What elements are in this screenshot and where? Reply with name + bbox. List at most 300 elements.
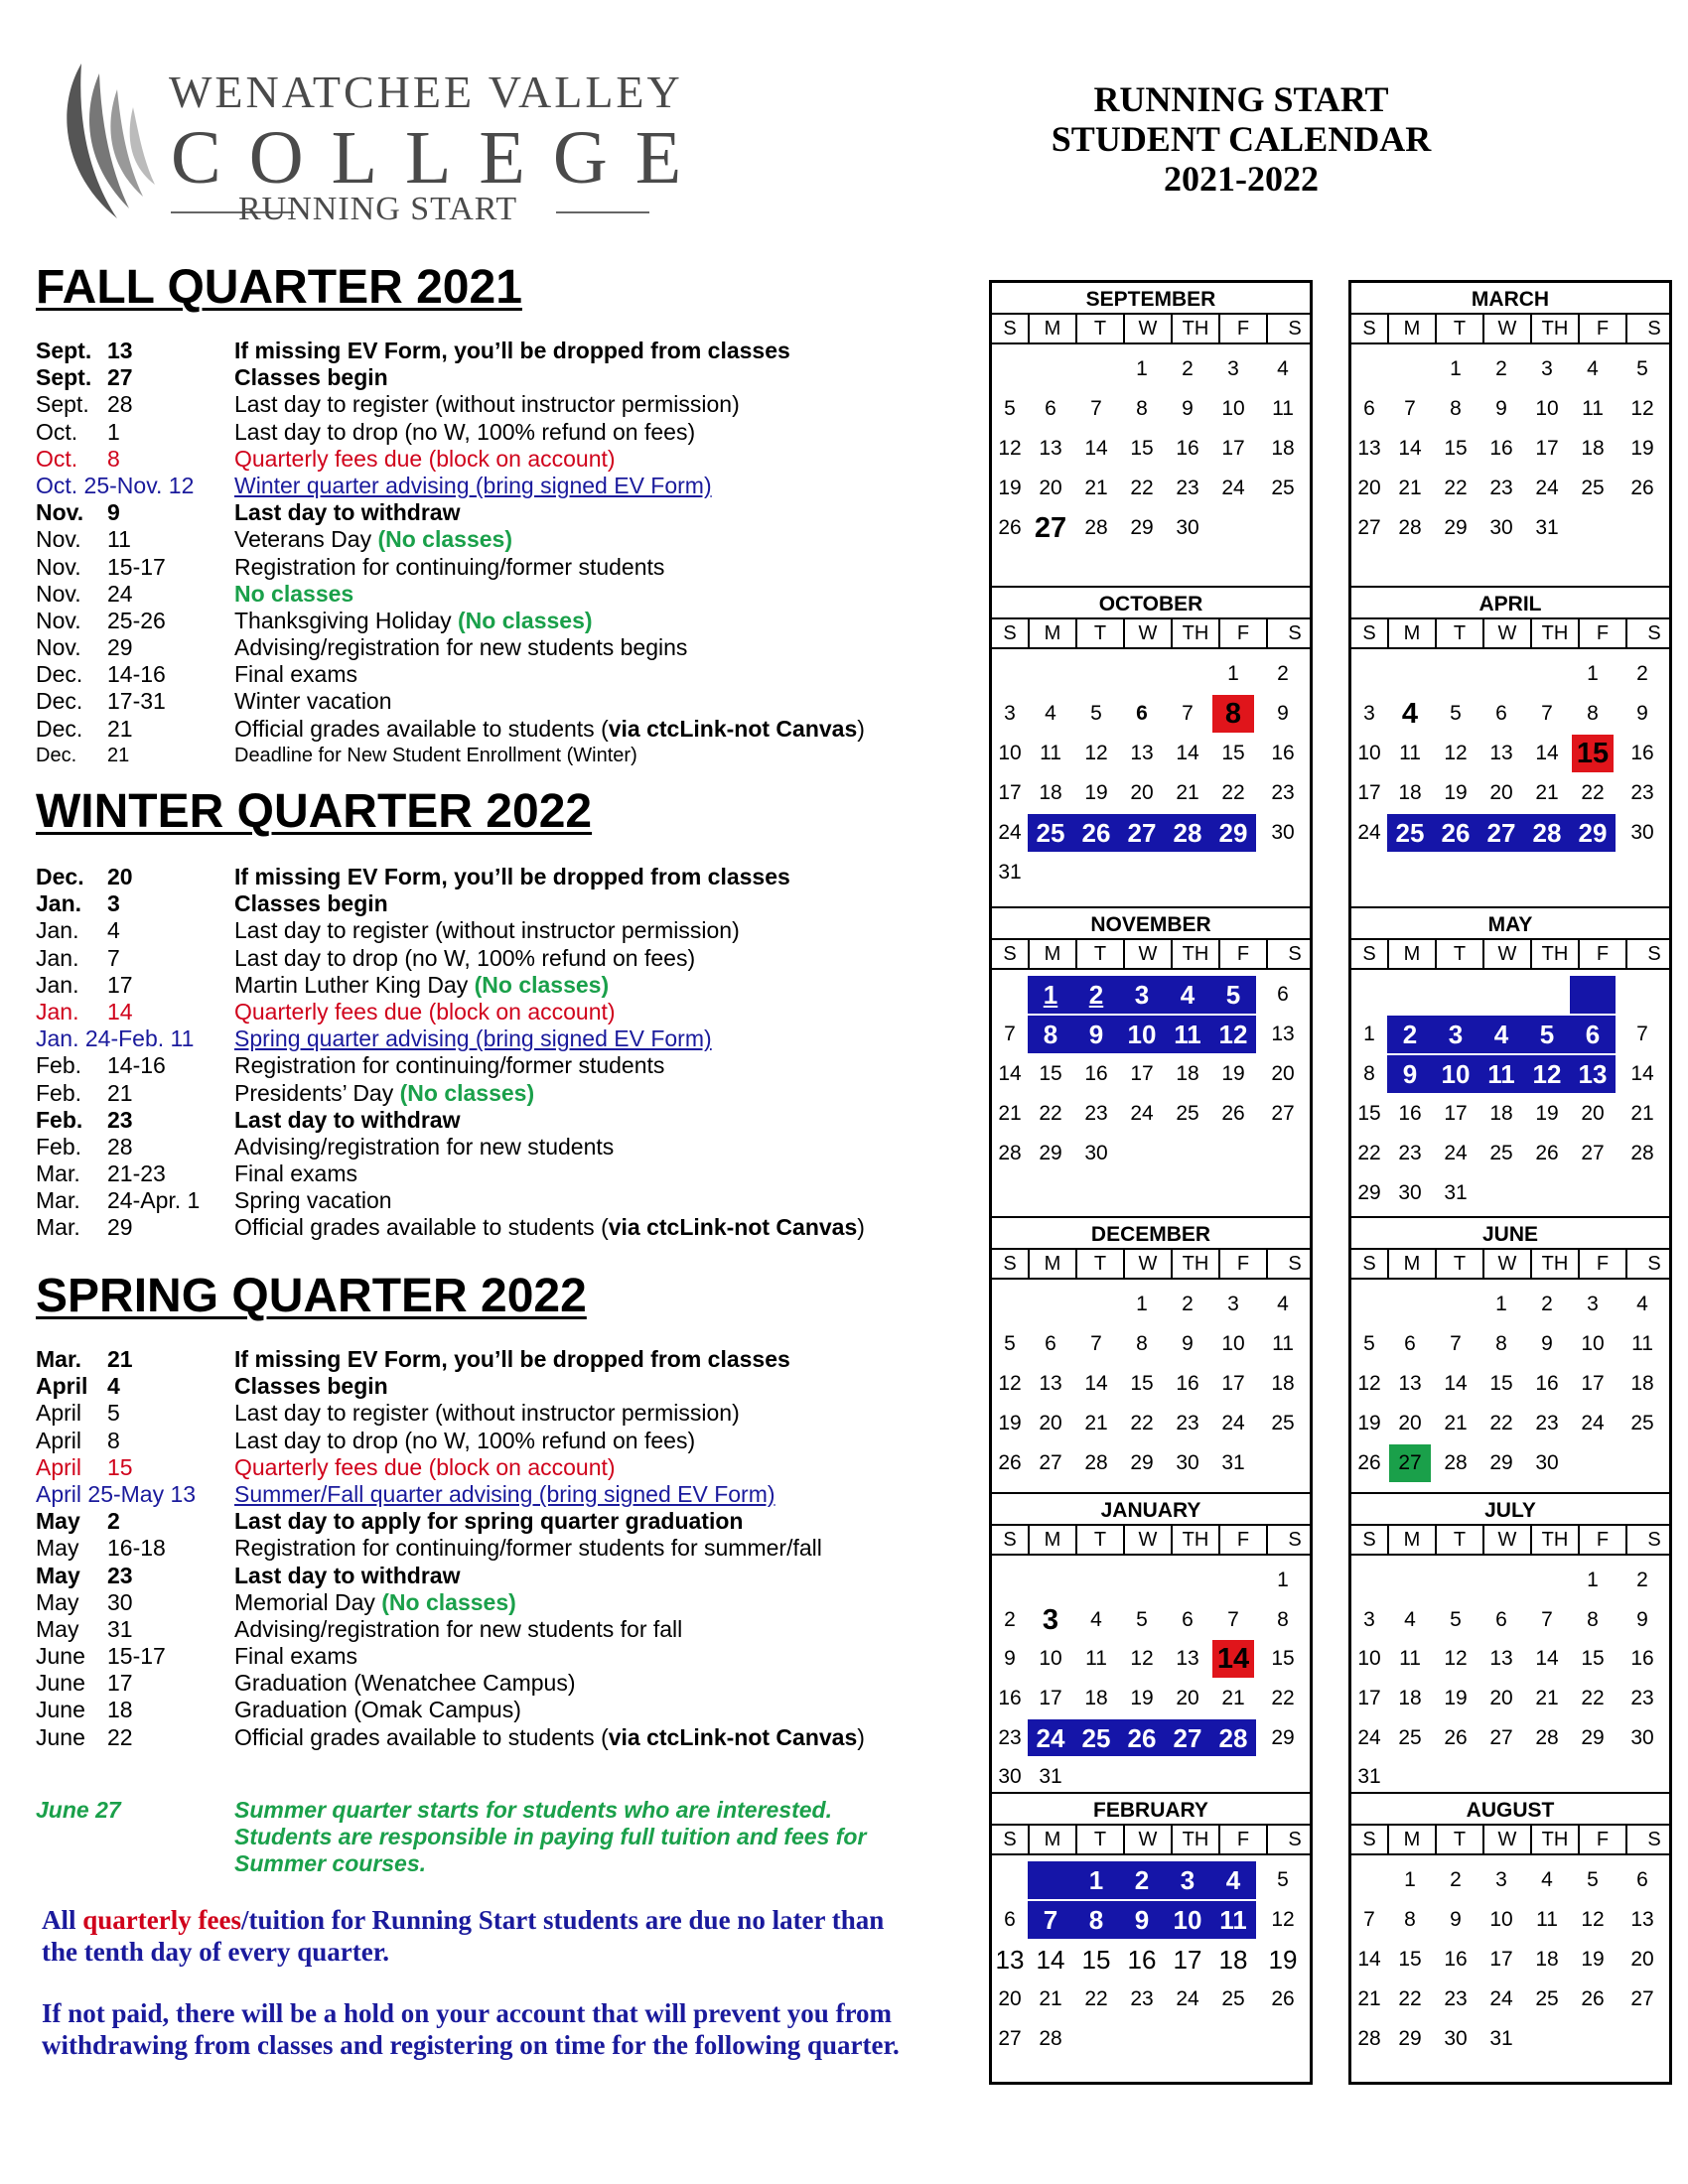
event-day: 8 <box>107 445 120 472</box>
calendar-day: 24 <box>1221 477 1245 499</box>
calendar-day: 11 <box>1582 397 1604 420</box>
weekday-header <box>1351 617 1669 649</box>
calendar-day: 14 <box>1630 1062 1654 1085</box>
weekday-label: T <box>1435 1526 1482 1554</box>
calendar-day: 19 <box>1357 1412 1381 1434</box>
calendar-day: 5 <box>1225 980 1241 1010</box>
month-name: OCTOBER <box>1098 593 1203 615</box>
calendar-day: 3 <box>1363 702 1375 725</box>
calendar-day: 20 <box>1398 1412 1422 1434</box>
event-text: Winter vacation <box>234 688 392 715</box>
calendar-day: 21 <box>1039 1987 1062 2010</box>
event-text-end: ) <box>857 1214 865 1241</box>
calendar-day: 28 <box>1398 516 1422 539</box>
calendar-day: 25 <box>1535 1987 1559 2010</box>
calendar-day: 18 <box>1630 1372 1654 1395</box>
event-row <box>36 1670 929 1697</box>
event-row <box>36 1160 929 1187</box>
event-description <box>234 581 353 608</box>
weekday-label: M <box>1387 1250 1435 1278</box>
event-text: Advising/registration for new students <box>234 1133 615 1160</box>
event-day: 7 <box>107 944 120 971</box>
event-day: 11 <box>107 526 131 553</box>
event-day: 14 <box>107 998 133 1024</box>
weekday-label: T <box>1435 619 1482 647</box>
weekday-label: W <box>1482 315 1530 342</box>
calendar-day: 1 <box>1587 662 1599 685</box>
event-row <box>36 499 929 526</box>
weekday-label: F <box>1218 619 1266 647</box>
calendar-day: 30 <box>1176 516 1199 539</box>
weekday-label: W <box>1482 940 1530 968</box>
calendar-day: 26 <box>1630 477 1654 499</box>
calendar-day: 25 <box>1271 477 1295 499</box>
event-month: Sept. <box>36 364 92 391</box>
event-text: Classes begin <box>234 890 388 917</box>
weekday-label: W <box>1123 1250 1171 1278</box>
calendar-day: 30 <box>1630 1725 1654 1749</box>
event-description <box>234 1428 695 1454</box>
event-description <box>234 1025 712 1052</box>
calendar-day: 16 <box>1271 742 1295 764</box>
event-text-end: ) <box>857 715 865 742</box>
calendar-day: 3 <box>1227 357 1239 380</box>
calendar-day: 7 <box>1404 397 1416 420</box>
weekday-label: S <box>1362 943 1376 965</box>
no-classes-label: (No classes) <box>399 1079 535 1106</box>
event-text: Veterans Day <box>234 526 378 553</box>
weekday-label: S <box>1625 1250 1681 1278</box>
event-text: Last day to register (without instructor permission) <box>234 917 740 944</box>
calendar-day: 5 <box>1450 1607 1462 1631</box>
calendar-day: 10 <box>1127 1020 1157 1049</box>
calendar-day: 25 <box>1581 477 1605 499</box>
calendar-day: 22 <box>1444 477 1468 499</box>
weekday-label: S <box>1266 315 1322 342</box>
calendar-day: 21 <box>1535 1686 1559 1709</box>
calendar-day: 15 <box>1221 742 1245 764</box>
calendar-day: 21 <box>1084 477 1108 499</box>
calendar-day: 8 <box>1277 1607 1289 1631</box>
calendar-day: 13 <box>1039 437 1062 460</box>
calendar-day: 6 <box>1277 983 1289 1006</box>
weekday-label: W <box>1123 940 1171 968</box>
weekday-label: M <box>1028 940 1075 968</box>
weekday-label: TH <box>1171 315 1218 342</box>
college-logo <box>60 60 710 238</box>
month-name: MARCH <box>1471 288 1550 311</box>
event-description <box>234 1616 682 1643</box>
calendar-day: 7 <box>1043 1905 1058 1935</box>
weekday-label: S <box>1003 318 1017 340</box>
calendar-day: 26 <box>1081 818 1111 848</box>
calendar-day: 3 <box>1363 1607 1375 1631</box>
event-description <box>234 1481 775 1508</box>
event-description <box>234 688 392 715</box>
weekday-label: M <box>1387 1526 1435 1554</box>
event-row <box>36 391 929 418</box>
weekday-label: S <box>1362 1829 1376 1850</box>
weekday-label: TH <box>1530 1250 1578 1278</box>
event-description <box>234 608 593 634</box>
month-name: DECEMBER <box>1090 1223 1211 1246</box>
weekday-label: S <box>1625 619 1681 647</box>
calendar-day: 6 <box>1636 1868 1648 1891</box>
event-emphasis: via ctcLink-not Canvas <box>608 1723 858 1750</box>
calendar-day: 22 <box>1039 1102 1062 1125</box>
event-description <box>234 917 740 944</box>
event-day: 27 <box>107 364 133 391</box>
weekday-label: F <box>1218 1826 1266 1853</box>
calendar-day: 11 <box>1399 742 1421 764</box>
event-day: 13 <box>107 338 133 363</box>
event-description <box>234 1346 790 1373</box>
calendar-day: 10 <box>1581 1332 1605 1355</box>
quarter-heading: WINTER QUARTER 2022 <box>36 785 593 838</box>
event-month: Dec. <box>36 715 83 742</box>
no-classes-label: (No classes) <box>377 526 512 553</box>
calendar-day: 3 <box>1495 1868 1507 1891</box>
event-day: 17 <box>107 971 133 998</box>
calendar-day: 5 <box>1636 357 1648 380</box>
month-june <box>1351 1216 1669 1494</box>
event-text: Spring quarter advising (bring signed EV Form) <box>234 1025 712 1052</box>
month-september <box>992 283 1310 586</box>
no-classes-label: (No classes) <box>381 1588 516 1615</box>
calendar-day: 23 <box>1176 1412 1199 1434</box>
event-text: Memorial Day <box>234 1588 382 1615</box>
calendar-day: 25 <box>1176 1102 1199 1125</box>
weekday-label: T <box>1435 940 1482 968</box>
calendar-day: 28 <box>1532 818 1562 848</box>
event-month: Mar. <box>36 1346 82 1372</box>
title-line-1: RUNNING START <box>1093 79 1389 119</box>
fees-paragraph-2: If not paid, there will be a hold on your account that will prevent you from withdrawing from classes and registering on time for the following quarter. <box>42 1998 900 2060</box>
calendar-day: 12 <box>998 1372 1022 1395</box>
summer-text: Summer quarter starts for students who are interested. Students are responsible in paying full tuition and fees for Summer courses. <box>234 1797 867 1876</box>
weekday-label: F <box>1218 1250 1266 1278</box>
calendar-day: 23 <box>1271 781 1295 804</box>
weekday-label: W <box>1482 1526 1530 1554</box>
calendar-day: 7 <box>1450 1332 1462 1355</box>
month-name: MAY <box>1487 913 1533 936</box>
calendar-day: 6 <box>1495 1607 1507 1631</box>
event-month: Feb. <box>36 1106 83 1133</box>
calendar-day: 13 <box>1176 1647 1199 1671</box>
weekday-label: TH <box>1530 1526 1578 1554</box>
calendar-day: 21 <box>1357 1987 1381 2010</box>
calendar-day: 27 <box>1173 1722 1202 1753</box>
event-text: Official grades available to students ( <box>234 1214 609 1241</box>
event-day: 21-23 <box>107 1160 166 1187</box>
calendar-day: 22 <box>1398 1987 1422 2010</box>
weekday-label: S <box>1266 619 1322 647</box>
calendar-day: 19 <box>1630 437 1654 460</box>
event-description <box>234 364 388 391</box>
calendar-day: 26 <box>998 516 1022 539</box>
weekday-label: W <box>1482 1250 1530 1278</box>
event-month: Dec. <box>36 864 84 889</box>
event-description <box>234 743 637 769</box>
calendar-day: 31 <box>1221 1451 1245 1474</box>
calendar-day: 10 <box>1357 1647 1381 1671</box>
calendar-day: 14 <box>1216 1643 1250 1676</box>
event-month: Jan. <box>36 944 79 971</box>
event-text: Spring vacation <box>234 1187 392 1214</box>
weekday-header <box>992 1524 1310 1556</box>
calendar-day: 5 <box>1004 1332 1016 1355</box>
calendar-day: 11 <box>1219 1905 1247 1935</box>
calendar-day: 23 <box>998 1725 1022 1749</box>
event-text: Last day to apply for spring quarter graduation <box>234 1508 744 1535</box>
calendar-day: 23 <box>1084 1102 1108 1125</box>
event-month: Feb. <box>36 1133 82 1160</box>
event-text: Last day to withdraw <box>234 1106 461 1133</box>
calendar-day: 28 <box>1039 2027 1062 2050</box>
event-row <box>36 864 929 890</box>
calendar-day: 31 <box>1444 1181 1468 1204</box>
event-row <box>36 1428 929 1454</box>
calendar-day: 21 <box>1444 1412 1468 1434</box>
calendar-day: 19 <box>1444 1686 1468 1709</box>
event-month: Nov. <box>36 499 84 526</box>
calendar-day: 26 <box>1581 1987 1605 2010</box>
event-text: Classes begin <box>234 364 388 391</box>
calendar-day: 30 <box>1084 1142 1108 1164</box>
event-text: Last day to register (without instructor permission) <box>234 391 740 418</box>
event-description <box>234 1670 575 1697</box>
event-day: 30 <box>107 1588 133 1615</box>
weekday-label: M <box>1028 1826 1075 1853</box>
calendar-day: 27 <box>998 2027 1022 2050</box>
event-description <box>234 1052 664 1079</box>
calendar-day: 5 <box>1587 1868 1599 1891</box>
calendar-day: 1 <box>1495 1293 1507 1315</box>
calendar-day: 18 <box>1271 1372 1295 1395</box>
weekday-header <box>992 617 1310 649</box>
calendar-day: 7 <box>1363 1908 1375 1931</box>
calendar-day: 30 <box>1398 1181 1422 1204</box>
calendar-day: 20 <box>1176 1686 1199 1709</box>
calendar-day: 2 <box>1182 357 1194 380</box>
weekday-label: T <box>1075 1250 1123 1278</box>
calendar-day: 11 <box>1040 742 1061 764</box>
calendar-day: 18 <box>1176 1062 1199 1085</box>
calendar-day: 5 <box>1450 702 1462 725</box>
calendar-day: 15 <box>1398 1948 1422 1971</box>
calendar-day: 25 <box>1395 818 1425 848</box>
event-day: 22 <box>107 1723 133 1750</box>
event-day: 28 <box>107 1133 133 1160</box>
calendar-day: 31 <box>998 861 1022 884</box>
event-row <box>36 1535 929 1562</box>
event-text: Summer/Fall quarter advising (bring signed EV Form) <box>234 1480 775 1507</box>
calendar-day: 13 <box>1271 1023 1295 1045</box>
calendar-day: 31 <box>1039 1765 1062 1789</box>
month-name: SEPTEMBER <box>1085 288 1216 311</box>
calendar-day: 7 <box>1541 702 1553 725</box>
calendar-day: 30 <box>1176 1451 1199 1474</box>
calendar-day: 17 <box>1130 1062 1154 1085</box>
calendar-day: 15 <box>1130 1372 1154 1395</box>
calendar-day: 18 <box>1084 1686 1108 1709</box>
event-text: Classes begin <box>234 1373 388 1400</box>
event-text: Final exams <box>234 1160 357 1187</box>
weekday-label: M <box>1387 1826 1435 1853</box>
event-row <box>36 661 929 688</box>
event-month: June <box>36 1643 85 1670</box>
event-list <box>36 1346 929 1751</box>
event-month: June <box>36 1670 85 1697</box>
calendar-day: 31 <box>1357 1765 1381 1789</box>
calendar-day: 12 <box>1357 1372 1381 1395</box>
month-name: JULY <box>1484 1499 1536 1522</box>
calendar-day: 23 <box>1398 1142 1422 1164</box>
calendar-day: 20 <box>1271 1062 1295 1085</box>
calendar-day: 1 <box>1136 357 1148 380</box>
event-description <box>234 1107 460 1134</box>
event-row <box>36 1481 929 1508</box>
event-description <box>234 1508 743 1535</box>
weekday-label: T <box>1435 315 1482 342</box>
calendar-day: 18 <box>1398 781 1422 804</box>
calendar-day: 20 <box>1039 1412 1062 1434</box>
calendar-day: 22 <box>1489 1412 1513 1434</box>
event-description <box>234 864 790 890</box>
calendar-day: 17 <box>998 781 1022 804</box>
calendar-day: 27 <box>1357 516 1381 539</box>
event-description <box>234 391 740 418</box>
calendar-day: 23 <box>1630 1686 1654 1709</box>
event-text: Final exams <box>234 1643 357 1670</box>
weekday-label: F <box>1578 619 1625 647</box>
calendar-day: 19 <box>1130 1686 1154 1709</box>
month-january <box>992 1492 1310 1794</box>
calendar-day: 13 <box>1130 742 1154 764</box>
weekday-label: W <box>1482 1826 1530 1853</box>
calendar-day: 11 <box>1631 1332 1653 1355</box>
event-row <box>36 1134 929 1160</box>
weekday-label: S <box>1266 1250 1322 1278</box>
event-text: If missing EV Form, you’ll be dropped from classes <box>234 338 790 363</box>
event-day: 4 <box>107 1373 120 1400</box>
event-month: Nov. <box>36 553 81 580</box>
event-date: Oct. 25-Nov. 12 <box>36 472 195 498</box>
event-row <box>36 972 929 999</box>
calendar-day: 17 <box>1357 781 1381 804</box>
calendar-day: 18 <box>1218 1945 1248 1975</box>
event-text: Official grades available to students ( <box>234 1723 609 1750</box>
calendar-day: 14 <box>1444 1372 1468 1395</box>
event-row <box>36 945 929 972</box>
event-month: June <box>36 1697 85 1723</box>
event-month: May <box>36 1588 79 1615</box>
calendar-day: 9 <box>1541 1332 1553 1355</box>
event-row <box>36 1052 929 1079</box>
calendar-day: 15 <box>1357 1102 1381 1125</box>
weekday-label: TH <box>1171 1526 1218 1554</box>
calendar-day: 30 <box>1444 2027 1468 2050</box>
calendar-day: 22 <box>1221 781 1245 804</box>
event-text: Registration for continuing/former students <box>234 1052 665 1079</box>
calendar-day: 15 <box>1576 738 1610 769</box>
calendar-day: 17 <box>1221 1372 1245 1395</box>
logo-line-1: WENATCHEE VALLEY <box>169 67 683 117</box>
calendar-day: 12 <box>1444 742 1468 764</box>
calendar-day: 19 <box>1268 1945 1298 1975</box>
month-name: APRIL <box>1478 593 1542 615</box>
calendar-day: 30 <box>1630 821 1654 844</box>
calendar-day: 8 <box>1587 702 1599 725</box>
calendar-day: 4 <box>1277 357 1289 380</box>
calendar-day: 25 <box>1036 818 1065 848</box>
event-description <box>234 1563 460 1589</box>
calendar-day: 19 <box>1444 781 1468 804</box>
calendar-day: 8 <box>1043 1020 1058 1049</box>
no-classes-label: No classes <box>234 580 354 607</box>
calendar-day: 22 <box>1581 1686 1605 1709</box>
weekday-label: S <box>1003 622 1017 644</box>
event-description <box>234 1724 865 1751</box>
month-march <box>1351 283 1669 586</box>
event-day: 21 <box>107 1079 133 1106</box>
calendar-day: 28 <box>1630 1142 1654 1164</box>
calendar-day: 6 <box>1585 1020 1601 1049</box>
fees-paragraph-1 <box>42 1904 915 1968</box>
calendar-day: 3 <box>1180 1865 1196 1895</box>
weekday-label: T <box>1435 1250 1482 1278</box>
event-month: April <box>36 1453 82 1480</box>
month-name: NOVEMBER <box>1090 913 1211 936</box>
weekday-label: W <box>1482 619 1530 647</box>
calendar-day: 13 <box>1630 1908 1654 1931</box>
calendar-day: 7 <box>1227 1607 1239 1631</box>
event-description <box>234 1373 388 1400</box>
logo-rule-right <box>556 211 649 213</box>
calendar-day: 10 <box>1357 742 1381 764</box>
calendar-day: 18 <box>1581 437 1605 460</box>
calendar-day: 2 <box>1004 1607 1016 1631</box>
calendar-day: 8 <box>1224 698 1242 730</box>
event-text: Advising/registration for new students begins <box>234 634 688 661</box>
event-day: 5 <box>107 1400 120 1427</box>
weekday-label: S <box>1625 1826 1681 1853</box>
event-text: Last day to register (without instructor permission) <box>234 1400 740 1427</box>
event-row <box>36 1400 929 1427</box>
weekday-label: S <box>1266 1526 1322 1554</box>
event-month: April <box>36 1373 88 1400</box>
event-row <box>36 1214 929 1241</box>
calendar-day: 27 <box>1127 818 1157 848</box>
calendar-day: 2 <box>1182 1293 1194 1315</box>
calendar-day: 27 <box>1271 1102 1295 1125</box>
calendar-day: 29 <box>1489 1451 1513 1474</box>
event-row <box>36 688 929 715</box>
weekday-label: M <box>1387 619 1435 647</box>
calendar-day: 2 <box>1450 1868 1462 1891</box>
month-november <box>992 906 1310 1218</box>
calendar-day: 8 <box>1363 1062 1375 1085</box>
event-row <box>36 1454 929 1481</box>
weekday-label: S <box>1266 940 1322 968</box>
calendar-day: 13 <box>1578 1059 1608 1089</box>
month-name: JANUARY <box>1100 1499 1201 1522</box>
event-month: Oct. <box>36 418 78 445</box>
event-day: 29 <box>107 1214 133 1241</box>
calendar-day: 26 <box>1127 1722 1157 1753</box>
event-month: Dec. <box>36 688 83 715</box>
calendar-day: 9 <box>1402 1059 1418 1089</box>
